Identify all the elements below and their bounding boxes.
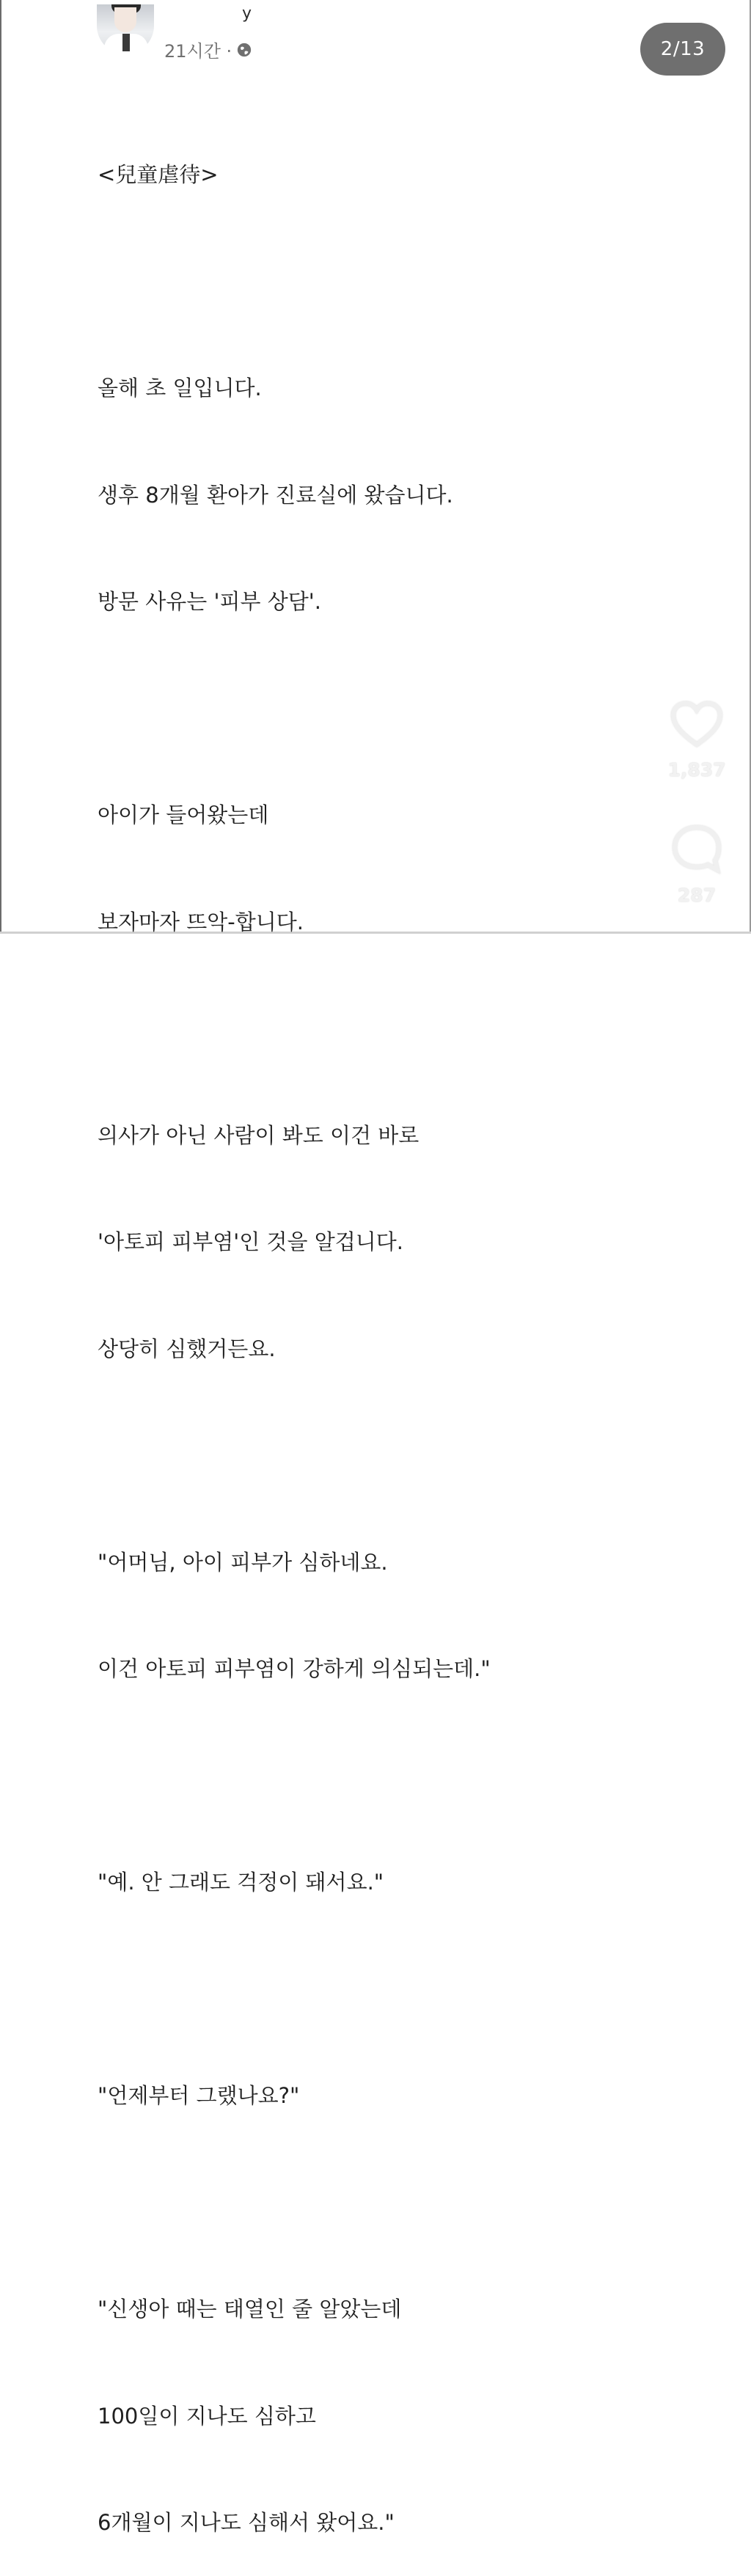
post-line: 방문 사유는 '피부 상담'.: [98, 589, 321, 614]
comment-count: 287: [677, 885, 717, 906]
post-line-gap: [98, 264, 491, 300]
post-line-gap: [98, 1972, 491, 2008]
author-name-partial: y: [242, 4, 254, 23]
post-meta: [164, 37, 252, 62]
post-timestamp: 21시간 ·: [164, 41, 232, 62]
post-line: "어머님, 아이 피부가 심하네요.: [98, 1549, 388, 1575]
avatar[interactable]: [97, 4, 154, 54]
post-line: 생후 8개월 환아가 진료실에 왔습니다.: [98, 482, 453, 508]
frame-edge-left: [0, 0, 1, 934]
author-name-cropped[interactable]: [242, 4, 323, 23]
heart-icon[interactable]: [670, 700, 723, 749]
post-body: [98, 86, 491, 2576]
post-line-gap: [98, 691, 491, 727]
image-counter-text: 2/13: [660, 38, 706, 60]
post-line-gap: [98, 1011, 491, 1047]
post-line: 이건 아토피 피부염이 강하게 의심되는데.": [98, 1656, 491, 1681]
avatar-face: [114, 7, 136, 32]
like-count: 1,837: [667, 759, 726, 780]
post-line: 의사가 아닌 사람이 봐도 이건 바로: [98, 1122, 420, 1148]
post-line-gap: [98, 1758, 491, 1794]
post-line: 보자마자 뜨악-합니다.: [98, 909, 304, 934]
post-line: "신생아 때는 태열인 줄 알았는데: [98, 2297, 402, 2321]
post-line: 올해 초 일입니다.: [98, 376, 262, 400]
avatar-tie: [122, 34, 130, 51]
post-line: 100일이 지나도 심하고: [98, 2403, 316, 2429]
post-line: "예. 안 그래도 걱정이 돼서요.": [98, 1870, 384, 1895]
post-line: "언제부터 그랬나요?": [98, 2083, 300, 2108]
post-line-gap: [98, 1438, 491, 1474]
post-line: 6개월이 지나도 심해서 왔어요.": [98, 2510, 395, 2535]
post-line-gap: [98, 2185, 491, 2221]
post-line: 아이가 들어왔는데: [98, 802, 269, 827]
globe-icon: [236, 42, 252, 58]
post-line: '아토피 피부염'인 것을 알겁니다.: [98, 1229, 403, 1254]
image-counter-badge: [640, 23, 725, 76]
like-action[interactable]: [664, 700, 730, 780]
comment-action[interactable]: [664, 823, 730, 906]
comment-bubble-icon[interactable]: [670, 823, 723, 874]
post-line: <兒童虐待>: [98, 162, 219, 187]
post-line: 상당히 심했거든요.: [98, 1336, 276, 1361]
